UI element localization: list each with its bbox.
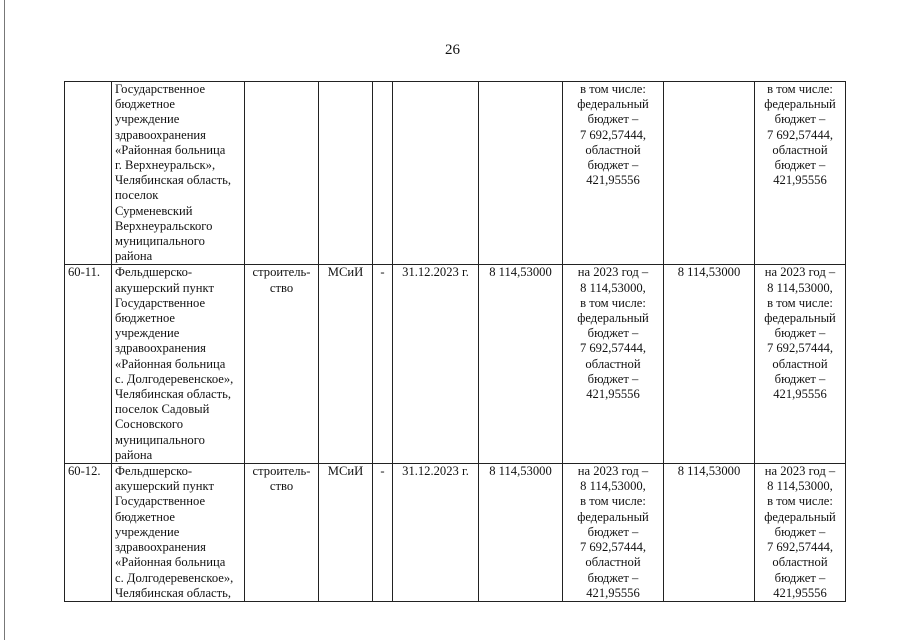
page-number: 26 — [445, 42, 460, 58]
financing-cell: на 2023 год – 8 114,53000, в том числе: федеральный бюджет – 7 692,57444, областной бюджет – 421,95556 — [563, 464, 664, 602]
date-cell: 31.12.2023 г. — [393, 265, 479, 464]
object-name-cell: Фельдшерско- акушерский пункт Государственное бюджетное учреждение здравоохранения «Районная больница с. Долгодеревенское», Челябинская область, поселок Садовый Сосновского муниципального района — [112, 265, 245, 464]
organization-cell — [319, 82, 373, 265]
cost-cell: 8 114,53000 — [479, 464, 563, 602]
financing-cell: на 2023 год – 8 114,53000, в том числе: федеральный бюджет – 7 692,57444, областной бюджет – 421,95556 — [563, 265, 664, 464]
organization-cell: МСиИ — [319, 265, 373, 464]
mark-cell: - — [373, 265, 393, 464]
construction-objects-table — [64, 81, 846, 602]
row-number-cell: 60-12. — [65, 464, 112, 602]
organization-cell: МСиИ — [319, 464, 373, 602]
financing-cell: в том числе: федеральный бюджет – 7 692,57444, областной бюджет – 421,95556 — [563, 82, 664, 265]
financing-limit-cell: на 2023 год – 8 114,53000, в том числе: федеральный бюджет – 7 692,57444, областной бюджет – 421,95556 — [755, 265, 846, 464]
mark-cell: - — [373, 464, 393, 602]
date-cell — [393, 82, 479, 265]
cost-cell — [479, 82, 563, 265]
table-row — [65, 464, 846, 602]
object-name-cell: Государственное бюджетное учреждение здравоохранения «Районная больница г. Верхнеуральск», Челябинская область, поселок Сурменевский Верхнеуральского муниципального района — [112, 82, 245, 265]
table-row — [65, 265, 846, 464]
limit-cell: 8 114,53000 — [664, 265, 755, 464]
object-name-cell: Фельдшерско- акушерский пункт Государственное бюджетное учреждение здравоохранения «Районная больница с. Долгодеревенское», Челябинская область, — [112, 464, 245, 602]
table-row — [65, 82, 846, 265]
scan-edge-line — [4, 0, 5, 640]
cost-cell: 8 114,53000 — [479, 265, 563, 464]
work-type-cell — [245, 82, 319, 265]
limit-cell — [664, 82, 755, 265]
date-cell: 31.12.2023 г. — [393, 464, 479, 602]
financing-limit-cell: на 2023 год – 8 114,53000, в том числе: федеральный бюджет – 7 692,57444, областной бюджет – 421,95556 — [755, 464, 846, 602]
limit-cell: 8 114,53000 — [664, 464, 755, 602]
row-number-cell — [65, 82, 112, 265]
work-type-cell: строитель- ство — [245, 464, 319, 602]
work-type-cell: строитель- ство — [245, 265, 319, 464]
mark-cell — [373, 82, 393, 265]
financing-limit-cell: в том числе: федеральный бюджет – 7 692,57444, областной бюджет – 421,95556 — [755, 82, 846, 265]
row-number-cell: 60-11. — [65, 265, 112, 464]
